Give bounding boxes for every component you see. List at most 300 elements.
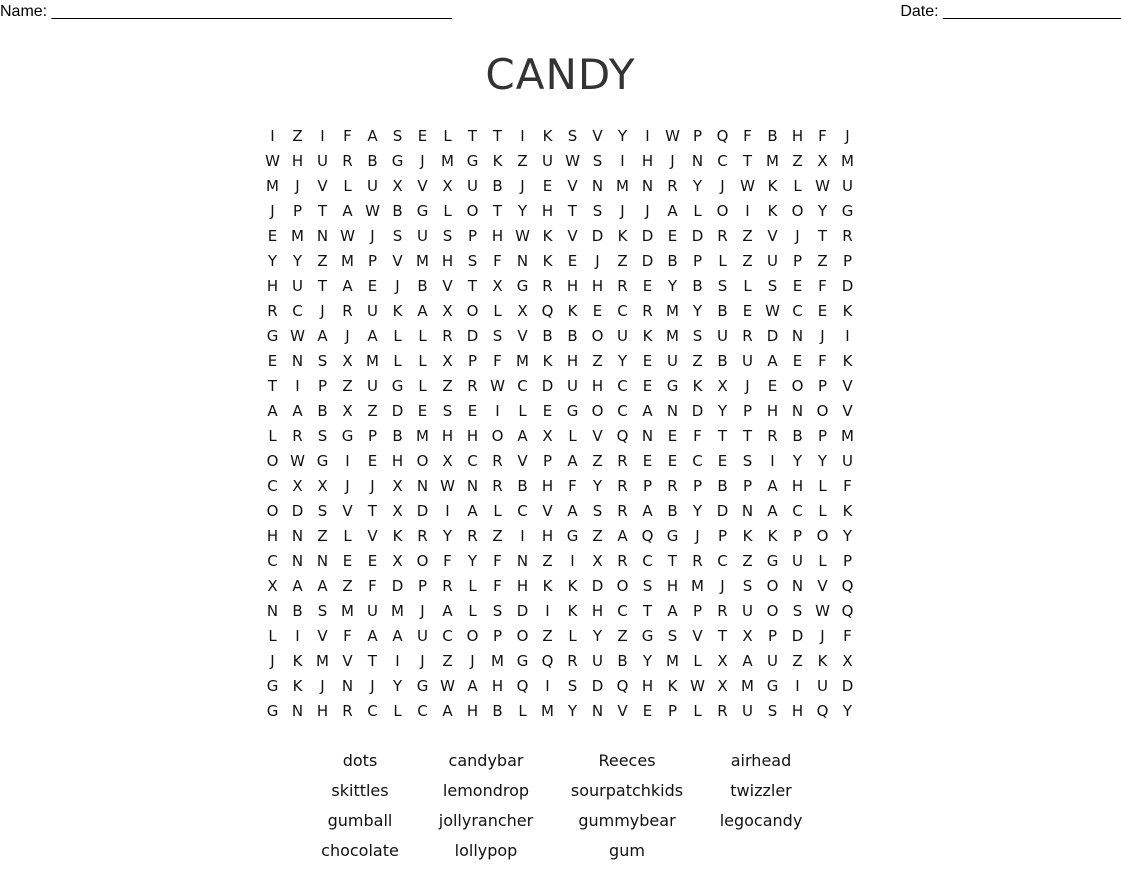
grid-letter: O (591, 326, 604, 345)
grid-letter: X (717, 376, 728, 395)
grid-letter: G (566, 401, 579, 420)
grid-letter: O (466, 201, 479, 220)
grid-letter: G (391, 151, 404, 170)
grid-letter: J (270, 651, 275, 670)
grid-letter: B (692, 276, 703, 295)
grid-letter: D (716, 501, 729, 520)
grid-letter: N (516, 251, 529, 270)
grid-letter: J (420, 651, 425, 670)
grid-letter: L (693, 701, 702, 720)
grid-letter: R (442, 326, 453, 345)
grid-letter: X (517, 301, 528, 320)
grid-letter: C (617, 301, 628, 320)
grid-letter: D (391, 576, 404, 595)
grid-letter: W (440, 476, 455, 495)
grid-letter: H (516, 576, 529, 595)
grid-letter: H (466, 701, 479, 720)
grid-letter: A (317, 326, 328, 345)
grid-letter: X (392, 476, 403, 495)
grid-letter: L (343, 176, 352, 195)
grid-letter: V (767, 226, 778, 245)
grid-letter: C (367, 701, 378, 720)
grid-letter: Y (817, 201, 828, 220)
grid-letter: E (542, 401, 553, 420)
grid-letter: E (792, 276, 803, 295)
grid-letter: J (370, 476, 375, 495)
grid-letter: V (617, 701, 628, 720)
grid-letter: Z (792, 151, 803, 170)
grid-letter: T (317, 201, 328, 220)
grid-letter: P (542, 451, 553, 470)
grid-letter: K (392, 301, 403, 320)
grid-letter: C (617, 401, 628, 420)
grid-letter: B (567, 326, 578, 345)
grid-letter: I (770, 451, 775, 470)
grid-letter: E (642, 276, 653, 295)
grid-letter: Y (717, 401, 728, 420)
grid-letter: G (266, 701, 279, 720)
grid-letter: G (566, 526, 579, 545)
grid-letter: T (267, 376, 278, 395)
grid-letter: T (667, 551, 678, 570)
grid-letter: V (442, 276, 453, 295)
grid-letter: X (392, 176, 403, 195)
grid-letter: R (567, 651, 578, 670)
grid-letter: C (792, 301, 803, 320)
grid-letter: C (717, 551, 728, 570)
grid-letter: M (666, 301, 679, 320)
grid-letter: P (292, 201, 303, 220)
grid-letter: Z (592, 451, 603, 470)
grid-letter: E (367, 276, 378, 295)
grid-letter: V (692, 626, 703, 645)
grid-letter: D (466, 326, 479, 345)
grid-letter: I (445, 501, 450, 520)
grid-letter: M (841, 426, 854, 445)
grid-letter: D (391, 401, 404, 420)
grid-letter: R (617, 551, 628, 570)
grid-letter: R (542, 276, 553, 295)
grid-letter: D (691, 401, 704, 420)
grid-letter: N (691, 151, 704, 170)
grid-letter: P (417, 576, 428, 595)
grid-letter: N (291, 526, 304, 545)
grid-letter: B (492, 176, 503, 195)
grid-letter: Z (517, 151, 528, 170)
grid-letter: H (791, 126, 804, 145)
grid-letter: R (692, 551, 703, 570)
grid-letter: U (417, 626, 428, 645)
grid-letter: S (692, 326, 703, 345)
grid-letter: P (817, 426, 828, 445)
grid-letter: J (370, 676, 375, 695)
grid-letter: S (717, 276, 728, 295)
grid-letter: E (667, 426, 678, 445)
grid-letter: C (792, 501, 803, 520)
grid-letter: U (617, 326, 628, 345)
grid-letter: X (717, 676, 728, 695)
grid-letter: I (545, 601, 550, 620)
word-bank-item: lollypop (454, 841, 518, 860)
grid-letter: A (367, 626, 378, 645)
grid-letter: K (617, 226, 628, 245)
grid-letter: K (292, 676, 303, 695)
grid-letter: L (818, 501, 827, 520)
grid-letter: B (667, 251, 678, 270)
grid-letter: S (567, 676, 578, 695)
grid-letter: C (517, 501, 528, 520)
grid-letter: P (842, 551, 853, 570)
grid-letter: X (442, 351, 453, 370)
grid-letter: O (466, 626, 479, 645)
grid-letter: Z (542, 551, 553, 570)
grid-letter: U (292, 276, 303, 295)
grid-letter: H (591, 601, 604, 620)
grid-letter: J (370, 226, 375, 245)
grid-letter: C (642, 551, 653, 570)
grid-letter: P (767, 626, 778, 645)
grid-letter: G (316, 451, 329, 470)
word-bank-item: Reeces (598, 751, 656, 770)
grid-row (260, 348, 860, 373)
grid-letter: W (440, 676, 455, 695)
grid-letter: Q (616, 426, 629, 445)
grid-letter: N (316, 226, 329, 245)
grid-letter: R (617, 451, 628, 470)
grid-letter: U (792, 551, 803, 570)
grid-letter: K (542, 351, 553, 370)
grid-letter: V (842, 376, 853, 395)
grid-letter: I (345, 451, 350, 470)
grid-letter: X (317, 476, 328, 495)
grid-row (260, 548, 860, 573)
grid-letter: F (818, 276, 827, 295)
grid-letter: U (367, 176, 378, 195)
grid-letter: H (766, 401, 779, 420)
grid-letter: S (317, 501, 328, 520)
grid-letter: O (416, 451, 429, 470)
word-bank-item: legocandy (719, 811, 803, 830)
grid-letter: Z (317, 251, 328, 270)
grid-letter: H (566, 276, 579, 295)
grid-row (260, 123, 860, 148)
grid-letter: R (842, 226, 853, 245)
grid-row (260, 448, 860, 473)
grid-letter: U (742, 701, 753, 720)
grid-letter: K (842, 301, 853, 320)
grid-letter: A (317, 576, 328, 595)
grid-letter: J (695, 526, 700, 545)
grid-letter: V (567, 176, 578, 195)
grid-letter: E (642, 351, 653, 370)
grid-letter: G (766, 551, 779, 570)
grid-letter: Y (392, 676, 403, 695)
grid-letter: P (692, 476, 703, 495)
grid-letter: R (442, 576, 453, 595)
grid-letter: H (541, 476, 554, 495)
grid-letter: A (442, 701, 453, 720)
grid-letter: E (742, 301, 753, 320)
grid-letter: G (841, 201, 854, 220)
grid-letter: W (690, 676, 705, 695)
grid-letter: N (416, 476, 429, 495)
grid-letter: T (367, 651, 378, 670)
grid-letter: A (292, 576, 303, 595)
grid-letter: I (520, 526, 525, 545)
grid-letter: Q (841, 576, 854, 595)
grid-letter: Y (642, 651, 653, 670)
grid-letter: J (395, 276, 400, 295)
grid-letter: H (291, 151, 304, 170)
grid-letter: I (645, 126, 650, 145)
grid-letter: T (492, 201, 503, 220)
grid-letter: J (845, 126, 850, 145)
grid-letter: Y (842, 526, 853, 545)
grid-letter: Z (292, 126, 303, 145)
grid-letter: N (316, 551, 329, 570)
grid-letter: S (492, 601, 503, 620)
grid-letter: T (317, 276, 328, 295)
grid-letter: E (417, 401, 428, 420)
grid-letter: N (666, 401, 679, 420)
grid-letter: M (266, 176, 279, 195)
grid-letter: I (495, 401, 500, 420)
grid-letter: C (717, 151, 728, 170)
grid-letter: C (442, 626, 453, 645)
grid-letter: H (391, 451, 404, 470)
grid-letter: L (518, 401, 527, 420)
grid-letter: X (542, 426, 553, 445)
word-bank-item: twizzler (730, 781, 792, 800)
grid-letter: E (542, 176, 553, 195)
word-bank-item: dots (342, 751, 378, 770)
grid-letter: Q (841, 601, 854, 620)
grid-letter: Y (567, 701, 578, 720)
grid-letter: E (367, 451, 378, 470)
grid-letter: W (815, 601, 830, 620)
grid-letter: T (492, 126, 503, 145)
grid-letter: V (317, 626, 328, 645)
grid-letter: V (417, 176, 428, 195)
grid-letter: C (267, 476, 278, 495)
grid-letter: J (320, 676, 325, 695)
grid-letter: R (642, 301, 653, 320)
grid-letter: H (566, 351, 579, 370)
grid-letter: O (791, 376, 804, 395)
grid-letter: N (291, 701, 304, 720)
grid-letter: L (343, 526, 352, 545)
grid-letter: A (567, 451, 578, 470)
grid-row (260, 148, 860, 173)
grid-letter: T (567, 201, 578, 220)
grid-letter: M (766, 151, 779, 170)
grid-letter: Q (541, 301, 554, 320)
grid-letter: N (291, 551, 304, 570)
grid-letter: S (567, 126, 578, 145)
grid-letter: R (617, 501, 628, 520)
grid-letter: V (542, 501, 553, 520)
word-bank-item: jollyrancher (438, 811, 534, 830)
grid-letter: S (492, 326, 503, 345)
grid-letter: M (741, 676, 754, 695)
word-bank-item: lemondrop (442, 781, 530, 800)
grid-letter: F (493, 576, 502, 595)
grid-letter: C (617, 601, 628, 620)
grid-letter: S (317, 351, 328, 370)
grid-letter: Z (742, 226, 753, 245)
grid-letter: S (592, 201, 603, 220)
grid-letter: C (417, 701, 428, 720)
grid-letter: D (691, 226, 704, 245)
grid-letter: L (693, 201, 702, 220)
grid-letter: K (492, 151, 503, 170)
grid-letter: L (268, 626, 277, 645)
grid-row (260, 598, 860, 623)
grid-letter: X (292, 476, 303, 495)
grid-letter: F (743, 126, 752, 145)
grid-letter: B (392, 201, 403, 220)
grid-letter: U (667, 351, 678, 370)
grid-letter: M (541, 701, 554, 720)
grid-letter: Z (542, 626, 553, 645)
grid-letter: A (392, 626, 403, 645)
grid-letter: N (291, 351, 304, 370)
grid-letter: Z (692, 351, 703, 370)
grid-letter: F (343, 126, 352, 145)
grid-letter: B (542, 326, 553, 345)
grid-letter: R (342, 301, 353, 320)
grid-letter: P (792, 251, 803, 270)
grid-letter: S (792, 601, 803, 620)
grid-letter: O (591, 401, 604, 420)
grid-letter: D (591, 576, 604, 595)
grid-letter: Z (742, 251, 753, 270)
grid-row (260, 248, 860, 273)
grid-letter: E (642, 376, 653, 395)
grid-letter: X (342, 401, 353, 420)
grid-letter: J (670, 151, 675, 170)
grid-letter: K (767, 526, 778, 545)
grid-letter: I (845, 326, 850, 345)
grid-letter: R (667, 476, 678, 495)
grid-letter: G (416, 676, 429, 695)
grid-letter: S (442, 226, 453, 245)
grid-letter: J (295, 176, 300, 195)
grid-letter: E (667, 226, 678, 245)
grid-letter: Y (592, 626, 603, 645)
grid-letter: B (492, 701, 503, 720)
grid-letter: B (767, 126, 778, 145)
grid-letter: A (667, 201, 678, 220)
grid-letter: I (295, 376, 300, 395)
grid-letter: Y (692, 301, 703, 320)
grid-letter: Q (616, 676, 629, 695)
grid-letter: I (745, 201, 750, 220)
grid-letter: Y (692, 176, 703, 195)
grid-letter: H (491, 676, 504, 695)
grid-row (260, 648, 860, 673)
grid-letter: E (767, 376, 778, 395)
grid-letter: Y (617, 351, 628, 370)
grid-letter: Q (541, 651, 554, 670)
grid-letter: H (541, 201, 554, 220)
grid-letter: Z (592, 526, 603, 545)
grid-letter: F (818, 126, 827, 145)
grid-row (260, 673, 860, 698)
grid-letter: L (468, 576, 477, 595)
grid-letter: K (567, 576, 578, 595)
grid-letter: X (392, 501, 403, 520)
grid-letter: P (367, 426, 378, 445)
grid-letter: Q (516, 676, 529, 695)
grid-letter: L (493, 501, 502, 520)
grid-letter: Y (592, 476, 603, 495)
grid-letter: G (466, 151, 479, 170)
grid-letter: D (841, 276, 854, 295)
grid-letter: A (367, 126, 378, 145)
grid-letter: P (467, 226, 478, 245)
grid-letter: W (265, 151, 280, 170)
grid-letter: P (817, 376, 828, 395)
grid-row (260, 698, 860, 723)
grid-letter: H (316, 701, 329, 720)
grid-letter: F (693, 426, 702, 445)
grid-letter: E (342, 551, 353, 570)
grid-letter: Z (792, 651, 803, 670)
grid-letter: N (791, 401, 804, 420)
grid-letter: E (417, 126, 428, 145)
grid-letter: H (266, 276, 279, 295)
grid-letter: L (268, 426, 277, 445)
grid-letter: R (617, 476, 628, 495)
grid-letter: X (592, 551, 603, 570)
grid-letter: D (641, 226, 654, 245)
grid-letter: L (443, 201, 452, 220)
grid-letter: L (393, 701, 402, 720)
grid-letter: M (391, 601, 404, 620)
grid-letter: U (317, 151, 328, 170)
grid-letter: S (467, 251, 478, 270)
grid-letter: W (365, 201, 380, 220)
grid-letter: M (316, 651, 329, 670)
grid-letter: A (767, 351, 778, 370)
grid-letter: J (645, 201, 650, 220)
grid-letter: B (717, 351, 728, 370)
grid-letter: R (767, 426, 778, 445)
grid-letter: S (592, 501, 603, 520)
grid-letter: G (416, 201, 429, 220)
grid-letter: T (467, 276, 478, 295)
grid-letter: K (767, 201, 778, 220)
grid-letter: R (417, 526, 428, 545)
grid-letter: N (266, 601, 279, 620)
grid-letter: C (267, 551, 278, 570)
grid-letter: O (416, 551, 429, 570)
grid-letter: B (667, 501, 678, 520)
grid-letter: L (743, 276, 752, 295)
grid-letter: U (367, 601, 378, 620)
grid-letter: N (591, 176, 604, 195)
grid-letter: N (591, 701, 604, 720)
grid-letter: S (317, 426, 328, 445)
grid-letter: P (492, 626, 503, 645)
grid-letter: I (620, 151, 625, 170)
grid-letter: E (667, 451, 678, 470)
grid-letter: B (617, 651, 628, 670)
grid-letter: R (742, 326, 753, 345)
grid-letter: Y (667, 276, 678, 295)
grid-letter: A (342, 201, 353, 220)
